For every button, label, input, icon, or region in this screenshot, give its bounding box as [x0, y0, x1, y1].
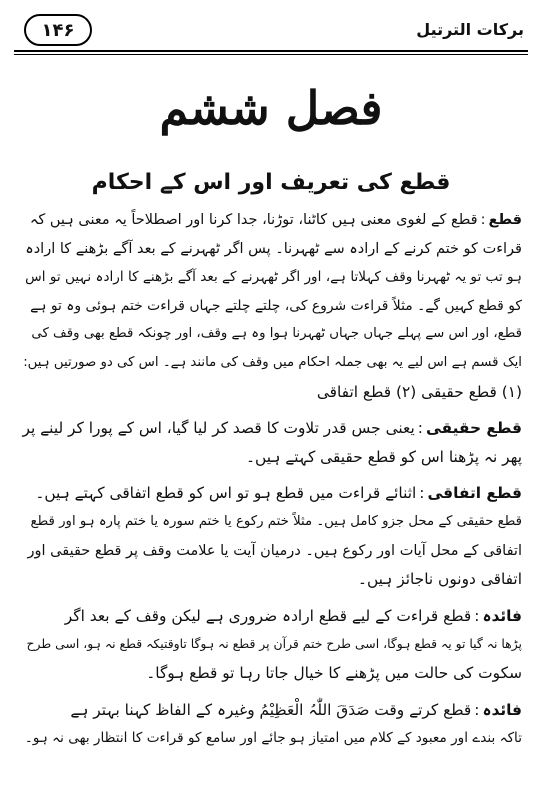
chapter-title: فصل ششم: [159, 81, 383, 135]
text-line: (۱) قطع حقیقی (۲) قطع اتفاقی: [316, 382, 522, 401]
text-line: پھر نہ پڑھنا اس کو قطع حقیقی کہتے ہیں۔: [245, 447, 522, 466]
text-line: اتفاقی دونوں ناجائز ہیں۔: [357, 570, 522, 589]
line-text: قطع قراءت کے لیے قطع ارادہ ضروری ہے لیکن وقف کے بعد اگر: [64, 606, 472, 625]
text-line: [22, 414, 522, 443]
text-line: تاکہ بندے اور معبود کے کلام میں امتیاز ہو جائے اور سامع کو قراءت کا انتظار بھی نہ ہو۔: [24, 730, 522, 747]
line-text: یعنی جس قدر تلاوت کا قصد کر لیا گیا، اس کے پورا کر لینے پر: [22, 419, 415, 438]
text-line: قطع حقیقی کے محل جزو کامل ہیں۔ مثلاً ختم رکوع یا ختم سورہ یا ختم پارہ ہو اور قطع: [30, 513, 522, 529]
line-text: قطع کرتے وقت صَدَقَ اللّٰہُ الْعَظِیْمُ وغیرہ کے الفاظ کہنا بہتر ہے: [70, 700, 472, 719]
term-label: قطع: [488, 212, 522, 228]
text-line: کو قطع کہیں گے۔ مثلاً قراءت شروع کی، چلتے چلتے جہاں قراءت ختم ہوئی وہ تو ہے: [30, 297, 522, 314]
term-separator: :: [474, 606, 480, 625]
text-line: [22, 206, 522, 235]
term-separator: :: [474, 700, 480, 719]
paragraph-qata-haqiqi: [22, 414, 522, 471]
text-line: [22, 602, 522, 631]
line-text: اثنائے قراءت میں قطع ہو تو اس کو قطع اتفاقی کہتے ہیں۔: [35, 484, 417, 503]
text-line: اتفاقی کے محل آیات اور رکوع ہیں۔ درمیان آیت یا علامت وقف پر قطع حقیقی اور: [27, 542, 522, 559]
section-title: قطع کی تعریف اور اس کے احکام: [91, 170, 451, 195]
text-line: [22, 479, 522, 508]
term-label: قطع اتفاقی: [427, 484, 522, 503]
paragraph-faida-1: [22, 602, 522, 688]
text-line: قراءت کو ختم کرنے کے ارادہ سے ٹھہرنا۔ پس اگر ٹھہرنے کے بعد آگے بڑھنے کا ارادہ: [25, 240, 522, 257]
paragraph-qata-definition: [22, 206, 522, 406]
line-text: قطع کے لغوی معنی ہیں کاٹنا، توڑنا، جدا کرنا اور اصطلاحاً یہ معنی ہیں کہ: [29, 212, 478, 228]
header-rule: [14, 50, 528, 55]
term-label: فائدہ: [482, 700, 522, 719]
running-title: برکات الترتیل: [416, 20, 524, 39]
page-number: ۱۴۶: [24, 14, 92, 46]
paragraph-faida-2: [22, 696, 522, 753]
text-line: ہو تب تو یہ ٹھہرنا وقف کہلاتا ہے، اور اگر ٹھہرنے کے بعد آگے بڑھنے کا ارادہ نہیں تو اس: [25, 269, 522, 286]
term-separator: :: [417, 419, 423, 438]
body-text: [22, 206, 522, 753]
page-header: [14, 10, 528, 54]
term-label: فائدہ: [482, 606, 522, 625]
text-line: قطع، اور اس سے پہلے جہاں جہاں ٹھہرنا ہوا وہ ہے وقف، اور چونکہ قطع بھی وقف کی: [31, 326, 522, 342]
text-line: سکوت کی حالت میں پڑھنے کا خیال جاتا رہا تو قطع ہوگا۔: [146, 663, 522, 682]
term-label: قطع حقیقی: [425, 419, 522, 438]
text-line: ایک قسم ہے اس لیے یہ بھی جملہ احکام میں وقف کی مانند ہے۔ اس کی دو صورتیں ہیں:: [23, 354, 522, 370]
text-line: پڑھا نہ گیا تو یہ قطع ہوگا، اسی طرح ختم قرآن پر قطع نہ ہوگا تاوقتیکہ قطع نہ ہو، اسی طرح: [26, 636, 522, 652]
term-separator: :: [480, 212, 486, 228]
paragraph-qata-ittifaqi: [22, 479, 522, 593]
term-separator: :: [419, 484, 425, 503]
text-line: [22, 696, 522, 725]
